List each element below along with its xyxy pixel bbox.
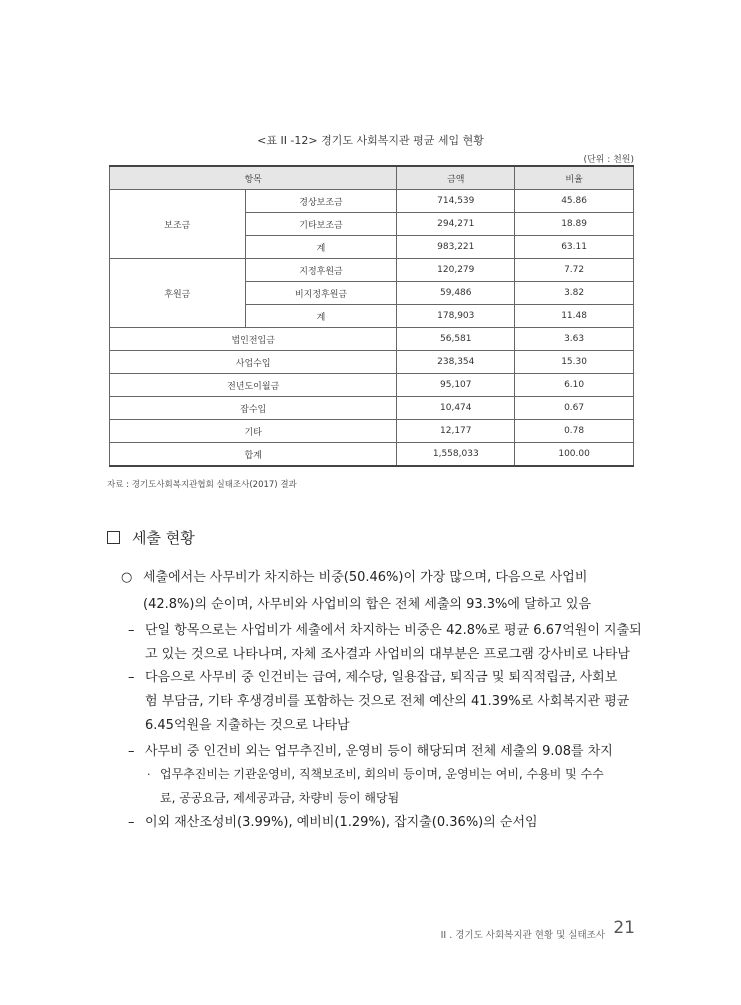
amount-cell: 10,474 — [397, 397, 515, 420]
header-amount: 금액 — [397, 166, 515, 190]
amount-cell: 714,539 — [397, 190, 515, 213]
ratio-cell: 18.89 — [515, 213, 634, 236]
header-item: 항목 — [110, 166, 397, 190]
chapter-footer: II . 경기도 사회복지관 현황 및 실태조사 — [440, 930, 605, 941]
section-heading — [107, 527, 195, 548]
text-line: 다음으로 사무비 중 인건비는 급여, 제수당, 일용잡급, 퇴직금 및 퇴직적립금, 사회보 — [145, 670, 618, 685]
dash-bullet: – — [128, 670, 135, 685]
item-cell: 전년도이월금 — [110, 374, 397, 397]
amount-cell: 983,221 — [397, 236, 515, 259]
header-ratio: 비율 — [515, 166, 634, 190]
ratio-cell: 11.48 — [515, 305, 634, 328]
table-row — [110, 397, 634, 420]
item-cell: 법인전입금 — [110, 328, 397, 351]
item-cell: 잡수입 — [110, 397, 397, 420]
text-line: 이외 재산조성비(3.99%), 예비비(1.29%), 잡지출(0.36%)의 순서임 — [145, 815, 538, 830]
dot-bullet: · — [147, 768, 151, 781]
sub-item: 기타보조금 — [245, 213, 397, 236]
amount-cell: 56,581 — [397, 328, 515, 351]
ratio-cell: 0.67 — [515, 397, 634, 420]
ratio-cell: 7.72 — [515, 259, 634, 282]
text-line: (42.8%)의 순이며, 사무비와 사업비의 합은 전체 세출의 93.3%에 달하고 있음 — [143, 597, 592, 612]
table-caption: <표 II -12> 경기도 사회복지관 평균 세입 현황 — [257, 134, 484, 147]
ratio-cell: 45.86 — [515, 190, 634, 213]
ratio-cell: 3.82 — [515, 282, 634, 305]
sub-item: 지정후원금 — [245, 259, 397, 282]
dash-bullet: – — [128, 744, 135, 759]
amount-cell: 95,107 — [397, 374, 515, 397]
table-row — [110, 190, 634, 213]
text-line: 료, 공공요금, 제세공과금, 차량비 등이 해당됨 — [160, 791, 400, 805]
table-unit: (단위 : 천원) — [583, 155, 634, 165]
text-line: 세출에서는 사무비가 차지하는 비중(50.46%)이 가장 많으며, 다음으로 사업비 — [143, 570, 588, 585]
text-line: 업무추진비는 기관운영비, 직책보조비, 회의비 등이며, 운영비는 여비, 수용비 및 수수 — [160, 767, 604, 781]
ratio-cell: 63.11 — [515, 236, 634, 259]
table-row — [110, 374, 634, 397]
amount-cell: 178,903 — [397, 305, 515, 328]
sub-item: 비지정후원금 — [245, 282, 397, 305]
ratio-cell: 6.10 — [515, 374, 634, 397]
revenue-table — [109, 165, 634, 467]
text-line: 고 있는 것으로 나타나며, 자체 조사결과 사업비의 대부분은 프로그램 강사비로 나타남 — [145, 647, 630, 662]
table-row — [110, 259, 634, 282]
table-row — [110, 351, 634, 374]
ratio-cell: 100.00 — [515, 443, 634, 467]
amount-cell: 120,279 — [397, 259, 515, 282]
circle-bullet: ○ — [121, 570, 133, 585]
amount-cell: 12,177 — [397, 420, 515, 443]
sub-item: 계 — [245, 236, 397, 259]
group-name: 후원금 — [110, 259, 246, 328]
sub-item: 경상보조금 — [245, 190, 397, 213]
sub-item: 계 — [245, 305, 397, 328]
checkbox-square-icon — [107, 531, 120, 544]
total-row — [110, 443, 634, 467]
table-header-row — [110, 166, 634, 190]
ratio-cell: 0.78 — [515, 420, 634, 443]
table-row — [110, 328, 634, 351]
page-number: 21 — [613, 918, 635, 938]
amount-cell: 59,486 — [397, 282, 515, 305]
item-cell: 기타 — [110, 420, 397, 443]
item-cell: 합계 — [110, 443, 397, 467]
text-line: 험 부담금, 기타 후생경비를 포함하는 것으로 전체 예산의 41.39%로 사회복지관 평균 — [145, 694, 630, 709]
amount-cell: 294,271 — [397, 213, 515, 236]
dash-bullet: – — [128, 815, 135, 830]
text-line: 사무비 중 인건비 외는 업무추진비, 운영비 등이 해당되며 전체 세출의 9.08를 차지 — [145, 744, 613, 759]
ratio-cell: 15.30 — [515, 351, 634, 374]
section-title: 세출 현황 — [132, 529, 195, 547]
dash-bullet: – — [128, 623, 135, 638]
amount-cell: 238,354 — [397, 351, 515, 374]
ratio-cell: 3.63 — [515, 328, 634, 351]
table-source: 자료 : 경기도사회복지관협회 실태조사(2017) 결과 — [107, 480, 297, 490]
amount-cell: 1,558,033 — [397, 443, 515, 467]
item-cell: 사업수입 — [110, 351, 397, 374]
group-name: 보조금 — [110, 190, 246, 259]
text-line: 6.45억원을 지출하는 것으로 나타남 — [145, 718, 350, 733]
table-row — [110, 420, 634, 443]
text-line: 단일 항목으로는 사업비가 세출에서 차지하는 비중은 42.8%로 평균 6.67억원이 지출되 — [145, 623, 642, 638]
